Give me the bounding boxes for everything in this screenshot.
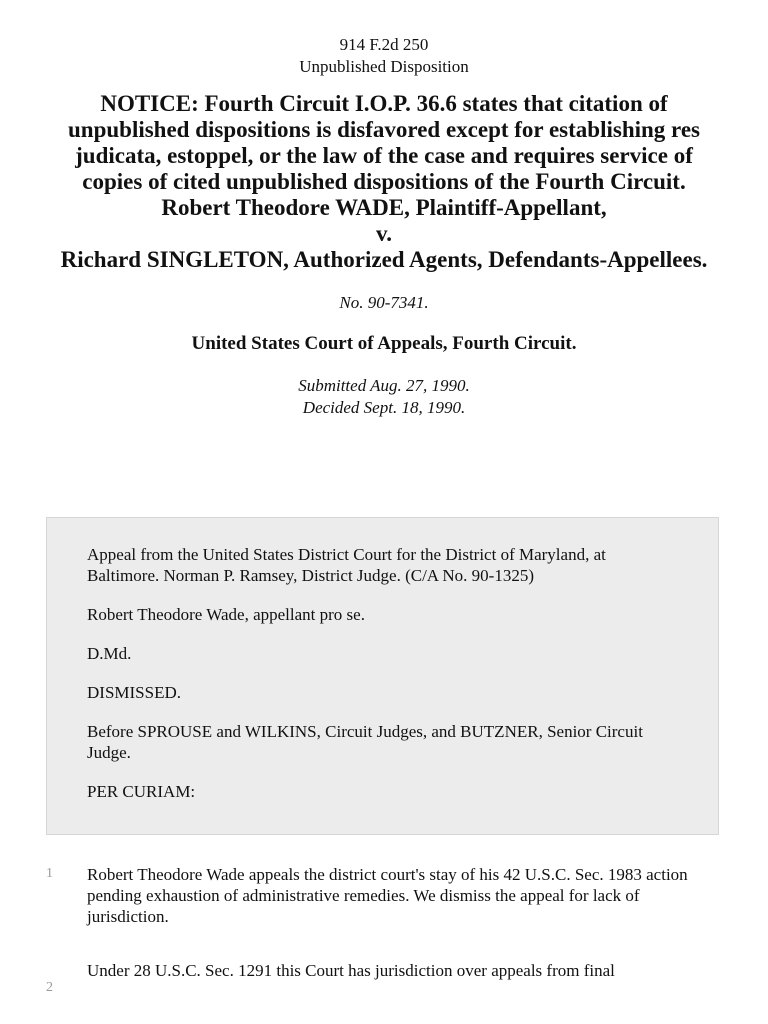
counsel-text: Robert Theodore Wade, appellant pro se. (87, 605, 365, 624)
case-summary-box (46, 517, 719, 835)
decided-date: Decided Sept. 18, 1990. (302, 398, 466, 417)
case-citation: 914 F.2d 250 (339, 35, 429, 54)
panel-text: Before SPROUSE and WILKINS, Circuit Judges, and BUTZNER, Senior Circuit Judge. (87, 722, 643, 762)
paragraph-number: 1 (46, 866, 53, 881)
paragraph-number: 2 (46, 980, 53, 995)
document-header (0, 0, 768, 419)
docket-number: No. 90-7341. (339, 293, 429, 312)
court-name: United States Court of Appeals, Fourth Circuit. (191, 333, 577, 354)
plaintiff-name: Robert Theodore WADE, Plaintiff-Appellant, (161, 195, 607, 220)
district-text: D.Md. (87, 644, 132, 663)
case-title-block (44, 91, 724, 273)
appeal-from-text: Appeal from the United States District Court for the District of Maryland, at Baltimore. Norman P. Ramsey, District Judge. (C/A No. 90-1325) (87, 545, 606, 585)
submitted-date: Submitted Aug. 27, 1990. (298, 376, 470, 395)
defendant-name: Richard SINGLETON, Authorized Agents, Defendants-Appellees. (60, 247, 708, 272)
per-curiam-label: PER CURIAM: (87, 782, 196, 801)
versus-label: v. (376, 221, 392, 246)
opinion-paragraph: Under 28 U.S.C. Sec. 1291 this Court has jurisdiction over appeals from final (87, 961, 615, 980)
opinion-paragraph: Robert Theodore Wade appeals the district court's stay of his 42 U.S.C. Sec. 1983 action pending exhaustion of administrative remedies. We dismiss the appeal for lack of jurisdiction. (87, 865, 688, 926)
disposition-label: Unpublished Disposition (299, 57, 469, 76)
case-dates (0, 375, 768, 419)
case-citation-block (0, 0, 768, 78)
disposition-text: DISMISSED. (87, 683, 181, 702)
notice-text: NOTICE: Fourth Circuit I.O.P. 36.6 states that citation of unpublished dispositions is disfavored except for establishing res judicata, estoppel, or the law of the case and requires service of copies of cited unpublished dispositions of the Fourth Circuit. (67, 91, 700, 194)
